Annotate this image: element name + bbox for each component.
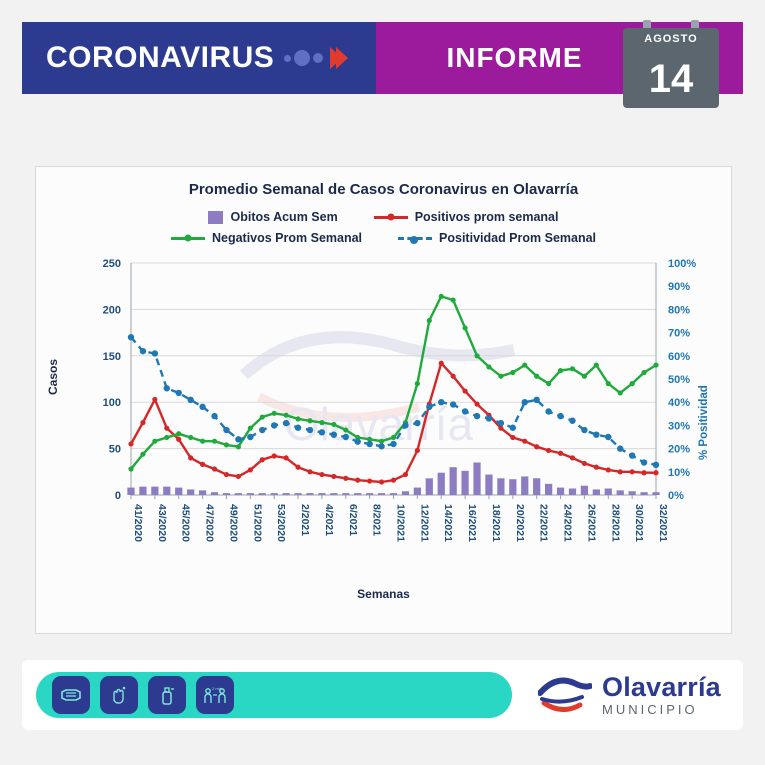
virus-icon xyxy=(284,55,291,62)
virus-icon xyxy=(313,53,323,63)
legend-label: Negativos Prom Semanal xyxy=(211,231,363,245)
report-label: INFORME xyxy=(446,42,583,73)
svg-text:51/2020: 51/2020 xyxy=(251,504,264,542)
footer-bar xyxy=(22,660,743,730)
svg-text:20%: 20% xyxy=(668,443,691,456)
svg-text:50: 50 xyxy=(108,443,121,456)
chart-legend xyxy=(36,210,731,245)
svg-text:100%: 100% xyxy=(668,258,697,270)
legend-item-negativos xyxy=(171,231,362,245)
svg-text:2/2021: 2/2021 xyxy=(299,504,312,537)
svg-text:18/2021: 18/2021 xyxy=(489,504,502,542)
svg-text:30/2021: 30/2021 xyxy=(633,504,646,542)
legend-item-positividad xyxy=(398,231,596,245)
svg-text:60%: 60% xyxy=(668,350,691,363)
arrow-right-icon xyxy=(330,47,348,69)
hand-wash-icon xyxy=(100,676,138,714)
header-left xyxy=(22,22,376,94)
svg-text:53/2020: 53/2020 xyxy=(275,504,288,542)
chart-card xyxy=(35,166,732,634)
brand-logo xyxy=(538,673,721,717)
svg-text:22/2021: 22/2021 xyxy=(537,504,550,542)
svg-text:10/2021: 10/2021 xyxy=(394,504,407,542)
calendar-day-label: 14 xyxy=(648,57,694,101)
svg-text:20/2021: 20/2021 xyxy=(513,504,526,542)
prevention-icons-bar xyxy=(36,672,512,718)
y-axis-label-left: Casos xyxy=(46,358,60,395)
y-axis-label-right: % Positividad xyxy=(698,385,711,460)
legend-label: Positivos prom semanal xyxy=(414,210,559,224)
svg-text:200: 200 xyxy=(102,304,121,317)
svg-text:4/2021: 4/2021 xyxy=(322,504,335,537)
legend-label: Obitos Acum Sem xyxy=(230,210,338,224)
svg-text:43/2020: 43/2020 xyxy=(155,504,168,542)
svg-text:47/2020: 47/2020 xyxy=(203,504,216,542)
virus-icon xyxy=(294,50,310,66)
virus-icon-group xyxy=(284,47,348,69)
svg-text:32/2021: 32/2021 xyxy=(657,504,669,542)
svg-text:150: 150 xyxy=(102,350,121,363)
calendar-badge xyxy=(623,26,719,110)
svg-text:40%: 40% xyxy=(668,397,691,410)
legend-item-positivos xyxy=(374,210,559,224)
calendar-day xyxy=(623,50,719,108)
svg-text:100: 100 xyxy=(102,397,121,410)
header-banner xyxy=(22,22,743,101)
chart-svg xyxy=(36,245,731,605)
plot-area xyxy=(36,245,731,605)
legend-label: Positividad Prom Semanal xyxy=(439,231,597,245)
svg-text:26/2021: 26/2021 xyxy=(585,504,598,542)
svg-text:250: 250 xyxy=(102,258,121,270)
svg-text:49/2020: 49/2020 xyxy=(227,504,240,542)
legend-swatch-line xyxy=(171,237,205,240)
header-right xyxy=(376,22,743,101)
svg-text:8/2021: 8/2021 xyxy=(370,504,383,537)
x-axis-label: Semanas xyxy=(357,587,410,601)
svg-text:90%: 90% xyxy=(668,281,691,294)
svg-text:6/2021: 6/2021 xyxy=(346,504,359,537)
calendar-month xyxy=(623,28,719,50)
svg-text:0%: 0% xyxy=(668,490,684,502)
svg-text:0: 0 xyxy=(114,490,121,502)
olavarria-swirl-icon xyxy=(538,673,592,717)
legend-swatch-dashed xyxy=(398,237,432,240)
face-mask-icon xyxy=(52,676,90,714)
svg-text:41/2020: 41/2020 xyxy=(132,504,144,542)
distance-text: 2 mts. xyxy=(212,686,223,691)
brand-name: Olavarría xyxy=(602,672,721,702)
legend-swatch-bar xyxy=(208,211,223,224)
svg-text:70%: 70% xyxy=(668,327,691,340)
chart-title: Promedio Semanal de Casos Coronavirus en Olavarría xyxy=(188,181,579,198)
svg-text:14/2021: 14/2021 xyxy=(442,504,455,542)
legend-swatch-line xyxy=(374,216,408,219)
svg-text:10%: 10% xyxy=(668,466,691,479)
legend-item-obitos xyxy=(208,210,337,224)
svg-text:16/2021: 16/2021 xyxy=(466,504,479,542)
svg-text:Olavarría: Olavarría xyxy=(283,398,473,450)
page-title: CORONAVIRUS xyxy=(46,41,275,74)
svg-text:12/2021: 12/2021 xyxy=(418,504,431,542)
svg-text:24/2021: 24/2021 xyxy=(561,504,574,542)
svg-text:50%: 50% xyxy=(668,374,691,386)
svg-text:28/2021: 28/2021 xyxy=(609,504,622,542)
svg-text:30%: 30% xyxy=(668,420,691,433)
social-distance-icon xyxy=(196,676,234,714)
svg-text:80%: 80% xyxy=(668,304,691,317)
sanitizer-bottle-icon xyxy=(148,676,186,714)
brand-subtitle: MUNICIPIO xyxy=(602,702,698,717)
calendar-month-label: AGOSTO xyxy=(644,33,698,45)
svg-text:45/2020: 45/2020 xyxy=(179,504,192,542)
